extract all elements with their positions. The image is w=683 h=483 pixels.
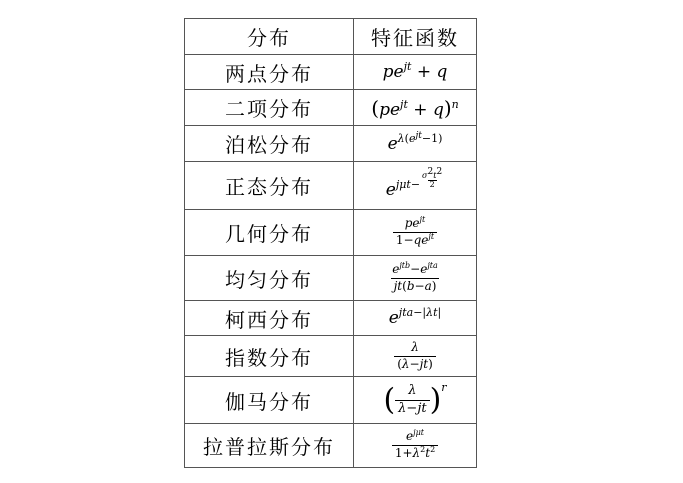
- header-distribution: 分布: [185, 19, 354, 55]
- distribution-name: 泊松分布: [185, 126, 354, 162]
- distribution-name: 两点分布: [185, 55, 354, 90]
- table-row: [185, 424, 477, 468]
- formula-poisson: $e^{\lambda(e^{jt}-1)}$: [354, 126, 477, 162]
- distribution-name: 二项分布: [185, 90, 354, 126]
- distribution-name: 拉普拉斯分布: [185, 424, 354, 468]
- formula-exponential: $\frac{\lambda}{(\lambda-jt)}$: [354, 336, 477, 377]
- distribution-name: 正态分布: [185, 162, 354, 210]
- table-row: [185, 162, 477, 210]
- table-row: [185, 336, 477, 377]
- distribution-name: 指数分布: [185, 336, 354, 377]
- table-row: [185, 55, 477, 90]
- distribution-name: 均匀分布: [185, 256, 354, 301]
- formula-cauchy: $e^{jta-|\lambda t|}$: [354, 301, 477, 336]
- table-row: [185, 301, 477, 336]
- formula-binomial: $(pe^{jt} + q)^n$: [354, 90, 477, 126]
- header-characteristic-function: 特征函数: [354, 19, 477, 55]
- formula-laplace: $\frac{e^{j\mu t}}{1+\lambda^2t^2}$: [354, 424, 477, 468]
- table-row: [185, 210, 477, 256]
- table-row: [185, 377, 477, 424]
- characteristic-function-table: [184, 18, 477, 468]
- header-row: [185, 19, 477, 55]
- table-row: [185, 126, 477, 162]
- table-row: [185, 90, 477, 126]
- formula-uniform: $\frac{e^{jtb}-e^{jta}}{jt(b-a)}$: [354, 256, 477, 301]
- formula-gamma: ( $\frac{\lambda}{\lambda-jt}$ )$^r$: [354, 377, 477, 424]
- distribution-name: 柯西分布: [185, 301, 354, 336]
- formula-normal: $e^{j\mu t- \frac{\sigma^2t^2}{2}}$: [354, 162, 477, 210]
- formula-geometric: $\frac{pe^{jt}}{1-qe^{jt}}$: [354, 210, 477, 256]
- distribution-name: 伽马分布: [185, 377, 354, 424]
- formula-two-point: $pe^{jt} + q$: [354, 55, 477, 90]
- table-row: [185, 256, 477, 301]
- distribution-name: 几何分布: [185, 210, 354, 256]
